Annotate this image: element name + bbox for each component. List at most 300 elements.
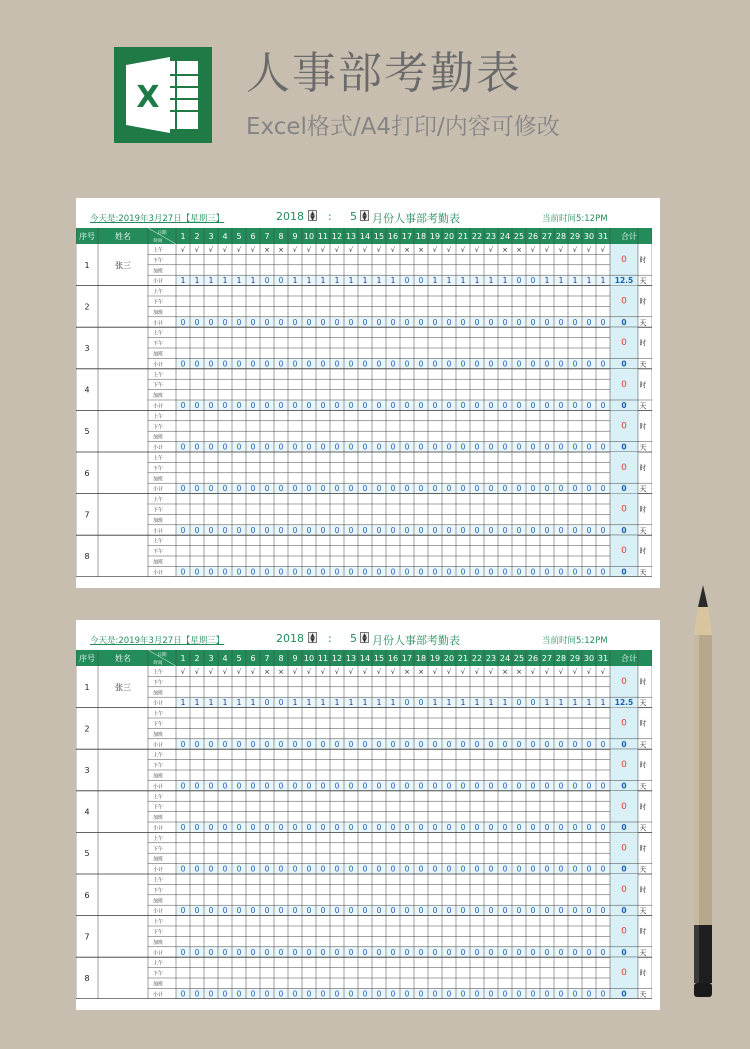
day-header: 13 — [345, 653, 357, 663]
day-subtotal: 0 — [404, 400, 410, 410]
day-subtotal: 0 — [320, 822, 326, 832]
total-days: 0 — [621, 525, 627, 535]
day-subtotal: 0 — [194, 947, 200, 957]
day-subtotal: 0 — [264, 698, 270, 708]
day-subtotal: 0 — [530, 864, 536, 874]
day-subtotal: 0 — [502, 864, 508, 874]
day-subtotal: 0 — [348, 567, 354, 577]
day-subtotal: 0 — [572, 822, 578, 832]
day-subtotal: 0 — [488, 442, 494, 452]
unit-hours: 时 — [639, 969, 647, 978]
day-header: 21 — [457, 231, 469, 241]
day-subtotal: 0 — [180, 359, 186, 369]
total-hours: 0 — [621, 676, 627, 687]
day-subtotal: 0 — [278, 484, 284, 494]
day-subtotal: 1 — [488, 276, 494, 286]
day-subtotal: 0 — [544, 400, 550, 410]
am-mark: √ — [320, 245, 326, 254]
day-subtotal: 0 — [320, 359, 326, 369]
day-subtotal: 0 — [362, 359, 368, 369]
day-header: 27 — [541, 653, 553, 663]
row-label: 小计 — [153, 700, 163, 707]
day-subtotal: 0 — [208, 400, 214, 410]
row-label: 小计 — [153, 783, 163, 790]
day-subtotal: 0 — [376, 525, 382, 535]
day-subtotal: 0 — [530, 567, 536, 577]
day-subtotal: 0 — [250, 822, 256, 832]
day-subtotal: 0 — [250, 989, 256, 999]
row-label: 加班 — [153, 393, 163, 400]
day-subtotal: 0 — [194, 822, 200, 832]
day-subtotal: 0 — [516, 317, 522, 327]
am-mark: √ — [432, 667, 438, 676]
am-mark: √ — [250, 245, 256, 254]
day-subtotal: 0 — [208, 947, 214, 957]
total-days: 0 — [621, 400, 627, 410]
day-subtotal: 0 — [460, 484, 466, 494]
day-subtotal: 0 — [362, 739, 368, 749]
day-subtotal: 0 — [404, 739, 410, 749]
am-mark: √ — [222, 667, 228, 676]
day-subtotal: 0 — [390, 525, 396, 535]
day-subtotal: 0 — [180, 739, 186, 749]
am-mark: √ — [558, 667, 564, 676]
total-days: 0 — [621, 947, 627, 957]
day-subtotal: 0 — [390, 739, 396, 749]
day-subtotal: 0 — [404, 864, 410, 874]
header-total: 合计 — [621, 231, 637, 241]
day-subtotal: 0 — [446, 822, 452, 832]
day-subtotal: 0 — [376, 822, 382, 832]
day-subtotal: 0 — [558, 567, 564, 577]
day-subtotal: 0 — [502, 567, 508, 577]
am-mark: √ — [390, 245, 396, 254]
day-subtotal: 0 — [208, 989, 214, 999]
day-subtotal: 0 — [194, 739, 200, 749]
day-subtotal: 0 — [222, 567, 228, 577]
day-subtotal: 0 — [418, 864, 424, 874]
day-subtotal: 0 — [516, 276, 522, 286]
day-subtotal: 1 — [446, 698, 452, 708]
day-subtotal: 0 — [334, 525, 340, 535]
day-subtotal: 0 — [264, 359, 270, 369]
day-subtotal: 0 — [460, 947, 466, 957]
day-subtotal: 0 — [334, 906, 340, 916]
day-header: 20 — [443, 231, 455, 241]
day-subtotal: 0 — [264, 484, 270, 494]
day-subtotal: 0 — [264, 739, 270, 749]
day-subtotal: 0 — [334, 442, 340, 452]
day-subtotal: 0 — [418, 484, 424, 494]
am-mark: √ — [236, 667, 242, 676]
unit-hours: 时 — [639, 547, 647, 556]
day-subtotal: 0 — [432, 947, 438, 957]
day-subtotal: 0 — [376, 989, 382, 999]
total-hours: 0 — [621, 338, 627, 349]
attendance-grid-svg — [76, 650, 652, 999]
day-subtotal: 0 — [516, 822, 522, 832]
day-subtotal: 0 — [376, 864, 382, 874]
day-header: 10 — [303, 653, 315, 663]
day-subtotal: 0 — [586, 947, 592, 957]
day-subtotal: 1 — [208, 698, 214, 708]
am-mark: √ — [334, 667, 340, 676]
am-mark: √ — [376, 667, 382, 676]
day-subtotal: 0 — [222, 317, 228, 327]
day-subtotal: 0 — [446, 525, 452, 535]
day-subtotal: 1 — [544, 698, 550, 708]
day-subtotal: 0 — [460, 525, 466, 535]
day-subtotal: 0 — [544, 567, 550, 577]
day-subtotal: 0 — [586, 864, 592, 874]
day-subtotal: 0 — [292, 442, 298, 452]
day-subtotal: 1 — [572, 276, 578, 286]
day-subtotal: 0 — [586, 359, 592, 369]
day-subtotal: 0 — [488, 400, 494, 410]
day-header: 3 — [208, 231, 214, 241]
am-mark: √ — [544, 667, 550, 676]
day-subtotal: 0 — [558, 442, 564, 452]
unit-hours: 时 — [639, 380, 647, 389]
am-mark: √ — [334, 245, 340, 254]
day-subtotal: 0 — [530, 698, 536, 708]
day-subtotal: 0 — [320, 525, 326, 535]
day-subtotal: 0 — [306, 906, 312, 916]
header-date: 日期 — [157, 652, 167, 658]
day-subtotal: 0 — [558, 989, 564, 999]
day-subtotal: 0 — [488, 822, 494, 832]
day-header: 21 — [457, 653, 469, 663]
employee-seq: 4 — [84, 385, 90, 395]
day-subtotal: 0 — [222, 525, 228, 535]
row-label: 上午 — [153, 752, 163, 759]
day-subtotal: 0 — [250, 525, 256, 535]
day-subtotal: 0 — [208, 781, 214, 791]
day-subtotal: 0 — [404, 359, 410, 369]
employee-seq: 7 — [84, 932, 90, 942]
day-subtotal: 0 — [502, 317, 508, 327]
am-mark: √ — [306, 245, 312, 254]
day-subtotal: 1 — [572, 698, 578, 708]
month-spinner-icon[interactable]: ▲ ▼ — [360, 210, 369, 221]
day-subtotal: 0 — [502, 989, 508, 999]
day-subtotal: 0 — [530, 739, 536, 749]
day-subtotal: 0 — [446, 906, 452, 916]
day-subtotal: 0 — [474, 484, 480, 494]
day-subtotal: 0 — [222, 739, 228, 749]
day-subtotal: 1 — [474, 276, 480, 286]
day-subtotal: 0 — [222, 822, 228, 832]
day-subtotal: 0 — [180, 822, 186, 832]
row-label: 上午 — [153, 794, 163, 801]
day-subtotal: 1 — [558, 276, 564, 286]
day-subtotal: 0 — [362, 525, 368, 535]
am-mark: √ — [572, 667, 578, 676]
month-title: 月份人事部考勤表 — [372, 212, 460, 225]
row-label: 下午 — [153, 887, 163, 894]
row-label: 下午 — [153, 846, 163, 853]
attendance-sheet-2 — [76, 620, 660, 1010]
pencil-icon — [688, 585, 718, 1005]
total-hours: 0 — [621, 296, 627, 307]
total-hours: 0 — [621, 801, 627, 812]
day-subtotal: 0 — [474, 317, 480, 327]
day-subtotal: 0 — [194, 906, 200, 916]
year-spinner-icon[interactable]: ▲ ▼ — [308, 632, 317, 643]
day-subtotal: 0 — [348, 484, 354, 494]
row-label: 上午 — [153, 538, 163, 545]
am-mark: √ — [600, 667, 606, 676]
day-subtotal: 0 — [600, 567, 606, 577]
am-mark: √ — [376, 245, 382, 254]
unit-days: 天 — [639, 948, 647, 957]
row-label: 加班 — [153, 939, 163, 946]
day-subtotal: 0 — [432, 822, 438, 832]
row-label: 小计 — [153, 867, 163, 874]
day-subtotal: 0 — [530, 359, 536, 369]
employee-seq: 2 — [84, 302, 90, 312]
day-subtotal: 0 — [362, 781, 368, 791]
row-label: 上午 — [153, 289, 163, 296]
day-header: 17 — [401, 653, 413, 663]
day-header: 15 — [373, 653, 385, 663]
day-subtotal: 1 — [600, 698, 606, 708]
day-subtotal: 0 — [488, 484, 494, 494]
day-subtotal: 0 — [474, 739, 480, 749]
day-subtotal: 0 — [460, 906, 466, 916]
day-header: 23 — [485, 231, 497, 241]
day-subtotal: 0 — [390, 317, 396, 327]
day-subtotal: 0 — [446, 317, 452, 327]
total-days: 0 — [621, 781, 627, 791]
day-subtotal: 0 — [418, 781, 424, 791]
day-subtotal: 0 — [432, 864, 438, 874]
day-subtotal: 0 — [334, 989, 340, 999]
unit-days: 天 — [639, 990, 647, 999]
day-subtotal: 0 — [320, 567, 326, 577]
day-header: 22 — [471, 653, 483, 663]
day-subtotal: 0 — [348, 400, 354, 410]
total-days: 0 — [621, 567, 627, 577]
day-header: 24 — [499, 653, 511, 663]
row-label: 小计 — [153, 950, 163, 957]
day-subtotal: 0 — [250, 442, 256, 452]
unit-hours: 时 — [639, 802, 647, 811]
total-hours: 0 — [621, 421, 627, 432]
day-subtotal: 0 — [306, 781, 312, 791]
row-label: 小计 — [153, 486, 163, 493]
total-days: 0 — [621, 822, 627, 832]
day-subtotal: 0 — [460, 567, 466, 577]
day-subtotal: 0 — [236, 484, 242, 494]
day-subtotal: 0 — [348, 359, 354, 369]
day-subtotal: 0 — [306, 822, 312, 832]
day-subtotal: 0 — [250, 739, 256, 749]
day-subtotal: 0 — [334, 359, 340, 369]
day-header: 31 — [597, 231, 609, 241]
row-label: 加班 — [153, 309, 163, 316]
day-subtotal: 0 — [348, 822, 354, 832]
day-subtotal: 0 — [544, 864, 550, 874]
day-subtotal: 1 — [586, 276, 592, 286]
row-label: 加班 — [153, 981, 163, 988]
day-subtotal: 0 — [404, 276, 410, 286]
day-subtotal: 0 — [446, 400, 452, 410]
day-subtotal: 0 — [264, 442, 270, 452]
row-label: 上午 — [153, 330, 163, 337]
day-subtotal: 0 — [376, 359, 382, 369]
day-subtotal: 1 — [236, 276, 242, 286]
row-label: 上午 — [153, 372, 163, 379]
day-subtotal: 0 — [432, 906, 438, 916]
day-subtotal: 1 — [376, 698, 382, 708]
month-value[interactable]: 5 — [350, 210, 357, 223]
am-mark: √ — [348, 245, 354, 254]
day-subtotal: 0 — [432, 484, 438, 494]
day-subtotal: 0 — [348, 864, 354, 874]
day-header: 11 — [317, 653, 329, 663]
day-subtotal: 0 — [418, 739, 424, 749]
row-label: 下午 — [153, 382, 163, 389]
day-subtotal: 0 — [404, 442, 410, 452]
header-seq: 序号 — [79, 231, 95, 241]
header-total: 合计 — [621, 653, 637, 663]
day-subtotal: 0 — [348, 947, 354, 957]
day-subtotal: 0 — [320, 989, 326, 999]
day-subtotal: 0 — [320, 864, 326, 874]
day-subtotal: 0 — [488, 781, 494, 791]
row-label: 上午 — [153, 835, 163, 842]
row-label: 加班 — [153, 773, 163, 780]
day-subtotal: 0 — [530, 906, 536, 916]
day-subtotal: 0 — [320, 739, 326, 749]
day-subtotal: 0 — [320, 442, 326, 452]
am-mark: × — [516, 245, 522, 254]
day-subtotal: 0 — [558, 781, 564, 791]
row-label: 小计 — [153, 825, 163, 832]
header-date: 日期 — [157, 230, 167, 236]
day-subtotal: 0 — [320, 484, 326, 494]
day-subtotal: 0 — [292, 400, 298, 410]
day-subtotal: 0 — [488, 947, 494, 957]
day-subtotal: 0 — [446, 739, 452, 749]
am-mark: √ — [292, 245, 298, 254]
total-hours: 0 — [621, 884, 627, 895]
day-header: 14 — [359, 653, 371, 663]
day-subtotal: 0 — [558, 947, 564, 957]
unit-days: 天 — [639, 865, 647, 874]
day-subtotal: 1 — [306, 276, 312, 286]
total-hours: 0 — [621, 760, 627, 771]
day-header: 24 — [499, 231, 511, 241]
day-header: 1 — [180, 231, 186, 241]
day-subtotal: 0 — [222, 906, 228, 916]
employee-seq: 5 — [84, 849, 90, 859]
row-label: 加班 — [153, 731, 163, 738]
day-header: 3 — [208, 653, 214, 663]
day-subtotal: 0 — [418, 317, 424, 327]
day-subtotal: 0 — [180, 567, 186, 577]
day-subtotal: 1 — [348, 698, 354, 708]
day-subtotal: 0 — [488, 989, 494, 999]
day-subtotal: 0 — [292, 525, 298, 535]
day-subtotal: 1 — [460, 698, 466, 708]
day-header: 1 — [180, 653, 186, 663]
day-subtotal: 0 — [460, 359, 466, 369]
day-subtotal: 0 — [586, 781, 592, 791]
unit-days: 天 — [639, 568, 647, 577]
day-subtotal: 0 — [600, 359, 606, 369]
day-subtotal: 0 — [306, 317, 312, 327]
am-mark: √ — [446, 245, 452, 254]
day-header: 19 — [429, 653, 441, 663]
day-subtotal: 0 — [600, 864, 606, 874]
unit-days: 天 — [639, 740, 647, 749]
month-value[interactable]: 5 — [350, 632, 357, 645]
row-label: 小计 — [153, 991, 163, 998]
day-subtotal: 0 — [208, 864, 214, 874]
current-time: 当前时间5:12PM — [542, 214, 608, 224]
day-subtotal: 0 — [418, 698, 424, 708]
day-subtotal: 1 — [390, 698, 396, 708]
total-days: 12.5 — [614, 698, 634, 708]
day-subtotal: 0 — [362, 906, 368, 916]
day-subtotal: 0 — [404, 947, 410, 957]
am-mark: √ — [362, 667, 368, 676]
row-label: 上午 — [153, 669, 163, 676]
year-value[interactable]: 2018 — [276, 632, 304, 645]
day-subtotal: 0 — [544, 525, 550, 535]
day-subtotal: 0 — [292, 567, 298, 577]
day-subtotal: 0 — [586, 989, 592, 999]
day-subtotal: 0 — [474, 989, 480, 999]
day-header: 8 — [278, 653, 284, 663]
day-subtotal: 1 — [432, 276, 438, 286]
day-subtotal: 0 — [404, 781, 410, 791]
today-date: 今天是:2019年3月27日【星期三】 — [90, 636, 225, 646]
day-subtotal: 1 — [474, 698, 480, 708]
day-subtotal: 0 — [292, 781, 298, 791]
day-subtotal: 0 — [516, 359, 522, 369]
year-spinner-icon[interactable]: ▲ ▼ — [308, 210, 317, 221]
day-subtotal: 0 — [586, 906, 592, 916]
day-subtotal: 0 — [292, 739, 298, 749]
row-label: 下午 — [153, 341, 163, 348]
day-subtotal: 0 — [474, 906, 480, 916]
row-label: 加班 — [153, 856, 163, 863]
year-value[interactable]: 2018 — [276, 210, 304, 223]
total-days: 0 — [621, 359, 627, 369]
day-header: 22 — [471, 231, 483, 241]
day-header: 30 — [583, 231, 595, 241]
am-mark: √ — [208, 667, 214, 676]
day-subtotal: 0 — [474, 947, 480, 957]
am-mark: √ — [488, 667, 494, 676]
day-subtotal: 0 — [348, 989, 354, 999]
day-subtotal: 1 — [194, 698, 200, 708]
day-subtotal: 0 — [292, 906, 298, 916]
day-subtotal: 0 — [390, 400, 396, 410]
day-subtotal: 0 — [348, 525, 354, 535]
day-subtotal: 0 — [278, 947, 284, 957]
day-subtotal: 0 — [236, 822, 242, 832]
month-spinner-icon[interactable]: ▲ ▼ — [360, 632, 369, 643]
day-subtotal: 0 — [572, 525, 578, 535]
day-subtotal: 0 — [278, 442, 284, 452]
total-hours: 0 — [621, 462, 627, 473]
day-subtotal: 1 — [460, 276, 466, 286]
row-label: 小计 — [153, 445, 163, 452]
